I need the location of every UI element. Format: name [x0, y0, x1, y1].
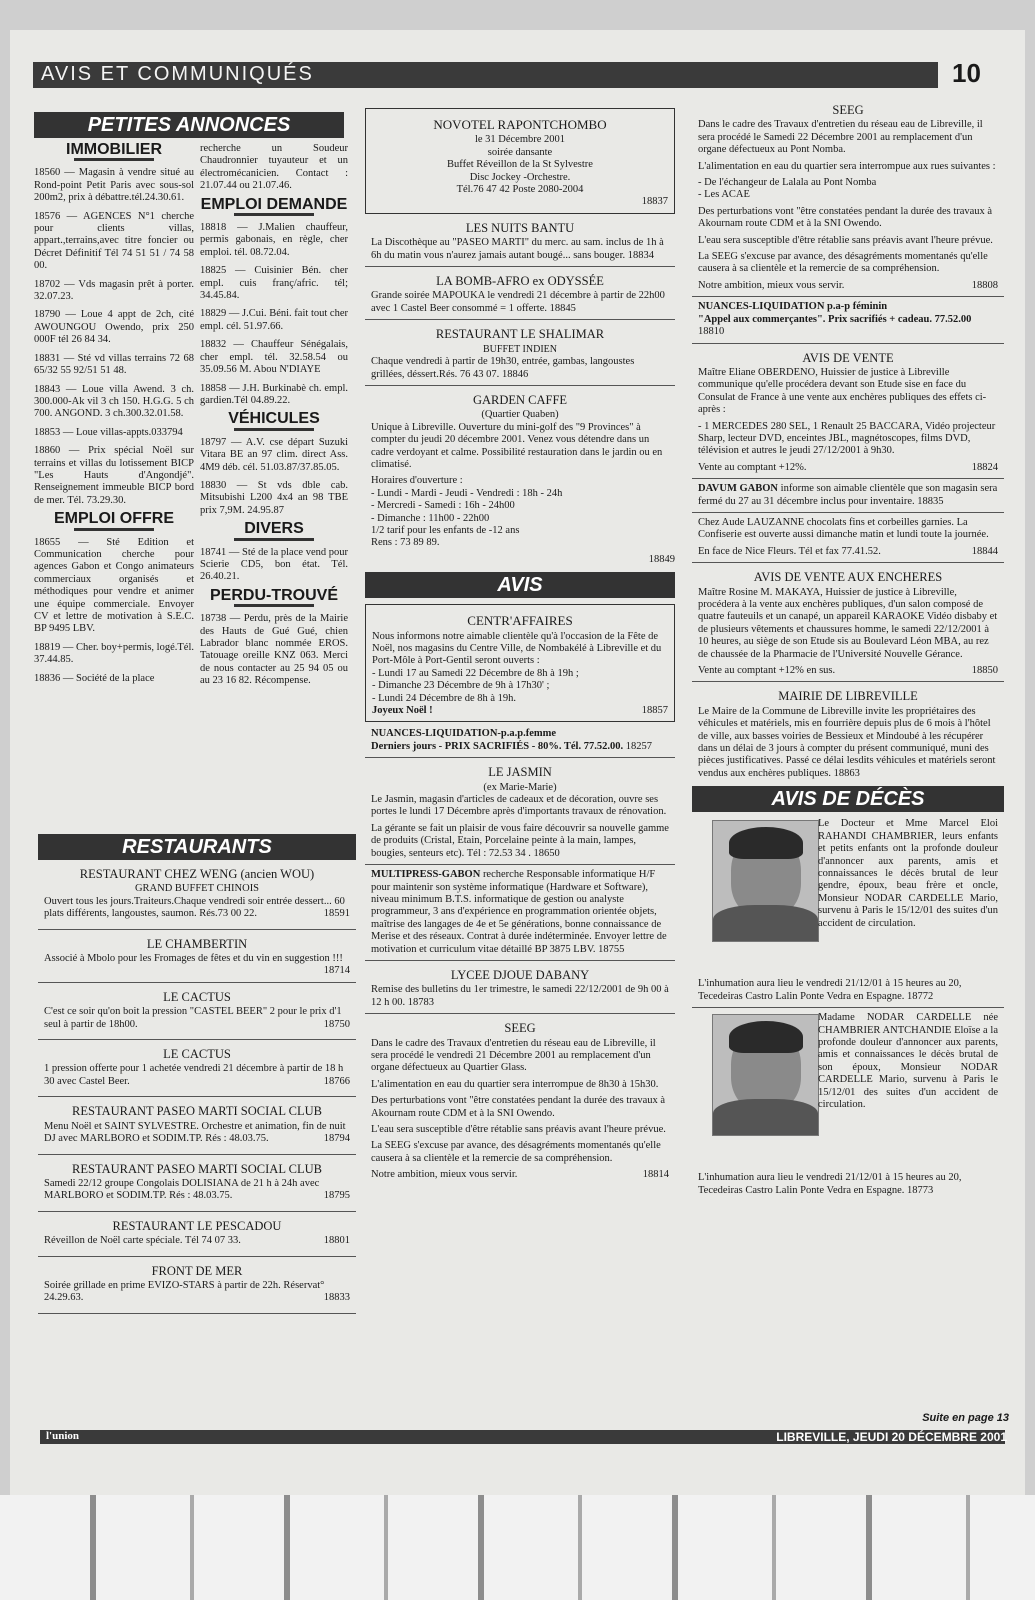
ad-text: recherche Responsable informatique H/F pour maintenir son système informatique (Hardware et Software), niveau minimum B.T.S. informatique de gestion ou analyste programmeur, 3 ans d'expérience en programmation orientée objets, maîtrise des langages de 4e et 5e générations, bonne connaissance de Merise et des réseaux. Contrat à durée indéterminée. Envoyer lettre de motivation et curriculum vitae détaillé BP 3875 LBV.: [371, 869, 667, 955]
ad-subtitle: GRAND BUFFET CHINOIS: [134, 883, 260, 895]
text-line: - Lundi 24 Décembre de 8h à 19h.: [372, 692, 517, 704]
rubrique-vehicules: VÉHICULES: [228, 410, 320, 428]
text-line: - De l'échangeur de Lalala au Pont Nomba: [698, 177, 877, 189]
scan-edge: [0, 1495, 1035, 1600]
ad-text: Des perturbations vont "être constatées pendant la durée des travaux à Akournam route CDM et à la SNI Owendo.: [698, 205, 993, 230]
ad-title: MULTIPRESS-GABON: [371, 869, 481, 881]
ad-ref: 18844: [971, 545, 998, 557]
classified-ad: 18853 — Loue villas-appts.033794: [34, 426, 183, 438]
rubrique-emploi-offre: EMPLOI OFFRE: [54, 510, 174, 528]
ad-text: Le Jasmin, magasin d'articles de cadeaux et de décoration, ouvre ses portes le lundi 17 Décembre après d'importants travaux de rénovation.: [371, 794, 667, 818]
text-line: 1/2 tarif pour les enfants de -12 ans: [371, 524, 520, 536]
ad-text: Unique à Libreville. Ouverture du mini-golf des "9 Provinces" à compter du jeudi 20 décembre 2001. Venez vous détendre dans un cadre verdoyant et calme. Possibilité restauration dans le jardin ou en climatisé.: [371, 421, 663, 470]
text-line: - Dimanche : 11h00 - 22h00: [371, 512, 490, 524]
ad-text: L'alimentation en eau du quartier sera interrompue de 8h30 à 15h30.: [371, 1078, 659, 1090]
ad-title: NOVOTEL RAPONTCHOMBO: [433, 117, 607, 132]
classified-ad: 18832 — Chauffeur Sénégalais, cher empl. tél. 32.58.54 ou 35.09.56 M. Abou N'DIAYE: [200, 339, 348, 376]
text-line: - Lundi - Mardi - Jeudi - Vendredi : 18h - 24h: [371, 487, 563, 499]
ad-text: C'est ce soir qu'on boit la pression "CASTEL BEER" 2 pour le prix d'1 seul à partir de 18h00.: [44, 1006, 342, 1030]
text-line: Disc Jockey -Orchestre.: [469, 171, 571, 183]
restaurant-ad: [38, 938, 356, 983]
classified-ad: 18702 — Vds magasin prêt à porter. 32.07.23.: [34, 278, 194, 303]
classified-ad: 18831 — Sté vd villas terrains 72 68 65/32 55 92/51 51 48.: [34, 352, 194, 377]
ad-ref: 18783: [407, 996, 434, 1008]
ad-text: - 1 MERCEDES 280 SEL, 1 Renault 25 BACCARA, Vidéo projecteur Sharp, lecteur DVD, enceintes JBL, magnétoscopes, films DVD, télévision et autres le jeudi 27/12/2001 à 9h30.: [698, 420, 996, 457]
rubrique-emploi-demande: EMPLOI DEMANDE: [200, 195, 348, 213]
ad-ref: 18714: [323, 965, 350, 977]
continued-note: Suite en page 13: [922, 1412, 1009, 1424]
ad-ref: 18863: [833, 767, 860, 779]
section-header: [33, 62, 938, 88]
ad-text: En face de Nice Fleurs. Tél et fax 77.41.52.: [698, 545, 881, 557]
restaurant-ad: [38, 1105, 356, 1154]
ad-text: La SEEG s'excuse par avance, des désagréments momentanés qu'elle causera à sa clientèle et la remercie de sa compréhension.: [698, 251, 988, 275]
emploi-offre-list: [34, 537, 194, 685]
restaurant-ad: [38, 991, 356, 1040]
portrait-photo: [712, 820, 819, 942]
ad-ref: 18849: [648, 553, 675, 565]
ad-title: DAVUM GABON: [698, 483, 779, 495]
ad-text: Le Maire de la Commune de Libreville invite les propriétaires des véhicules et matériels, mis en fourrière depuis plus de 6 mois à l'hôtel de ville, aux basses voiries de Bessieux et Mindoubé à les récupérer dans un délai de 3 jours à compter du présent communiqué, muni des pièces justificatives. Passé ce délai lesdits véhicules et matériels seront vendus aux enchères publiques.: [698, 705, 996, 779]
classified-ad: 18843 — Loue villa Awend. 3 ch. 300.000-Ak vil 3 ch 150. H.G.G. 5 ch 700. ANGOND. 3 ch.300.32.01.58.: [34, 383, 194, 420]
ad-text: Des perturbations vont "être constatées pendant la durée des travaux à Akournam route CDM et à la SNI Owendo.: [371, 1095, 666, 1119]
centraffaires-ad: [365, 604, 675, 722]
classified-ad: 18825 — Cuisinier Bén. cher empl. cuis franç/afric. tél; 34.45.84.: [200, 265, 348, 302]
ad-ref: 18755: [598, 943, 625, 955]
ad-ref: 18794: [323, 1133, 350, 1145]
ad-text: Vente au comptant +12% en sus.: [698, 665, 836, 677]
ad-subtitle: BUFFET INDIEN: [483, 343, 557, 355]
petites-annonces-banner: PETITES ANNONCES: [34, 112, 344, 138]
ad-ref: 18814: [642, 1169, 669, 1181]
ad-text: La SEEG s'excuse par avance, des désagréments momentanés qu'elle causera à sa clientèle et la remercie de sa compréhension.: [371, 1140, 661, 1164]
classified-ad: 18860 — Prix spécial Noël sur terrains et villas du lotissement BICP "Les Hauts d'Angondjé". Renseignement immeuble BICP bord de mer. Tél. 73.29.30.: [34, 445, 194, 506]
ad-text: L'inhumation aura lieu le vendredi 21/12/01 à 15 heures au 20, Tecedeiras Castro Lalin Ponte Vedra en Espagne.: [698, 978, 962, 1002]
classified-ad: 18818 — J.Malien chauffeur, permis gabonais, en règle, cher emploi. tél. 08.72.04.: [200, 222, 348, 258]
ad-title: LES NUITS BANTU: [465, 220, 575, 235]
classified-ad: 18738 — Perdu, près de la Mairie des Hauts de Gué Gué, chien Labrador blanc nommée EROS. Tatouage oreille KNZ 063. Merci de nous contacter au 25 94 05 ou au 23 16 82. Récompense.: [200, 613, 348, 687]
ad-ref: 18846: [501, 368, 529, 380]
restaurant-ad: [38, 868, 356, 930]
ad-text: Le Docteur et Mme Marcel Eloi RAHANDI CHAMBRIER, leurs enfants et petits enfants ont la profonde douleur d'annoncer aux parents, amis et connaissances le décès brutal de leur gendre, époux, beau frère et oncle, Monsieur NODAR CARDELLE Mario, survenu à Paris le 15/12/01 des suites d'un accident de circulation.: [818, 818, 998, 929]
avis-deces-banner: AVIS DE DÉCÈS: [692, 786, 1004, 812]
ad-text: Nous informons notre aimable clientèle qu'à l'occasion de la Fête de Noël, nos magasins du Centre Ville, de Nombakélé à Libreville et du Port-Môle à Port-Gentil seront ouverts :: [372, 630, 662, 667]
ad-text: "Appel aux commerçantes". Prix sacrifiés + cadeau. 77.52.00: [698, 313, 972, 325]
perdu-trouve-list: [200, 613, 348, 687]
classified-ad: 18560 — Magasin à vendre situé au Rond-point Petit Paris avec sous-sol 200m2, prix à débattre.tél.24.30.61.: [34, 167, 194, 204]
classified-ad: 18741 — Sté de la place vend pour Scierie CD5, bon état. Tél. 26.40.21.: [200, 546, 348, 583]
restaurants-banner: RESTAURANTS: [38, 834, 356, 860]
text-line: le 31 Décembre 2001: [474, 134, 566, 146]
restaurant-ad: [38, 1265, 356, 1314]
ad-title: RESTAURANT PASEO MARTI SOCIAL CLUB: [72, 1104, 322, 1119]
ad-text: Madame NODAR CARDELLE née CHAMBRIER ANTCHANDIE Eloïse a la profonde douleur d'annoncer aux parents, amis et connaissances le décès brutal de son époux, Monsieur NODAR CARDELLE Mario, survenu à Paris le 15/12/01 des suites d'un accident de circulation.: [818, 1012, 998, 1110]
ad-ref: 18845: [549, 302, 576, 314]
ad-text: Maître Rosine M. MAKAYA, Huissier de justice à Libreville, procédera à la vente aux enchères publiques, d'un salon composé de quatre fauteuils et un canapé, un appareil KARAOKE Vidéo disbaby et de plusieurs vêtements et chaussures homme, le samedi 22/12/2001 à 10 heures, au siège de son Etude sis au Boulevard Léon MBA, au rez de chaussée de la Pharmacie de l'Université Nouvelle Gérance.: [698, 586, 998, 660]
classified-ad: 18858 — J.H. Burkinabè ch. empl. gardien.Tél 04.89.22.: [200, 382, 348, 406]
ad-text: Remise des bulletins du 1er trimestre, le samedi 22/12/2001 de 9h 00 à 12 h 00.: [371, 984, 669, 1008]
garden-hours: [365, 475, 675, 549]
ad-text: Dans le cadre des Travaux d'entretien du réseau eau de Libreville, il sera procédé le Samedi 22 Décembre 2001 au remplacement d'un organe défectueux au Pont Nomba.: [698, 119, 983, 156]
ad-title: LE CACTUS: [163, 1047, 231, 1062]
ad-text: La Discothèque au "PASEO MARTI" du merc. au sam. inclus de 1h à 6h du matin vous n'aurez jamais autant bougé... sans bouger.: [371, 237, 664, 261]
ad-ref: 18801: [323, 1235, 350, 1247]
rubrique-perdu-trouve: PERDU-TROUVÉ: [209, 586, 338, 604]
ad-ref: 18834: [627, 249, 655, 261]
ad-text: L'eau sera susceptible d'être rétablie sans préavis avant l'heure prévue.: [698, 234, 993, 246]
paper-name: l'union: [46, 1430, 80, 1442]
ad-ref: 18650: [533, 847, 560, 859]
ad-ref: 18833: [323, 1292, 350, 1304]
ad-text: Notre ambition, mieux vous servir.: [371, 1169, 518, 1181]
text-line: - Dimanche 23 Décembre de 9h à 17h30' ;: [372, 680, 550, 692]
classified-ad: 18797 — A.V. cse départ Suzuki Vitara BE an 97 clim. direct Ass. 4M9 déb. cél. 51.03.87/37.85.05.: [200, 436, 348, 473]
text-line: - Mercredi - Samedi : 16h - 24h00: [371, 500, 515, 512]
portrait-photo: [712, 1014, 819, 1136]
restaurants-section: [38, 834, 356, 1318]
ad-title: LYCEE DJOUE DABANY: [450, 967, 590, 982]
ad-ref: 18766: [323, 1075, 350, 1087]
deces-notice-2: [692, 1012, 1004, 1172]
ad-ref: 18795: [323, 1190, 350, 1202]
ad-title: SEEG: [832, 103, 864, 117]
ad-title: AVIS DE VENTE AUX ENCHERES: [753, 570, 943, 585]
text-line: - Les ACAE: [698, 189, 750, 201]
ad-text: Vente au comptant +12%.: [698, 461, 807, 473]
emploi-demande-list: [200, 222, 348, 407]
ad-title: LE CHAMBERTIN: [146, 936, 248, 951]
ad-subtitle: (Quartier Quaben): [481, 409, 559, 421]
ad-title: LA BOMB-AFRO ex ODYSSÉE: [436, 274, 604, 289]
ad-text: Ouvert tous les jours.Traiteurs.Chaque vendredi soir entrée dessert... 60 plats différents, langoustes, saumon. Rés.73 00 22.: [44, 895, 345, 920]
text-line: soirée dansante: [487, 146, 553, 158]
ad-text: L'inhumation aura lieu le vendredi 21/12/01 à 15 heures au 20, Tecedeiras Castro Lalin Ponte Vedra en Espagne.: [698, 1172, 962, 1196]
restaurant-ad: [38, 1220, 356, 1257]
rubrique-divers: DIVERS: [244, 520, 304, 538]
novotel-ad: [365, 108, 675, 214]
immobilier-list: [34, 167, 194, 507]
ad-ref: 18773: [907, 1184, 934, 1196]
ad-text: L'eau sera susceptible d'être rétablie sans préavis avant l'heure prévue.: [371, 1124, 666, 1135]
ad-title: LE CACTUS: [163, 989, 231, 1004]
ad-text: Soirée grillade en prime EVIZO-STARS à partir de 22h. Réservat° 24.29.63.: [44, 1279, 325, 1304]
text-line: Horaires d'ouverture :: [371, 475, 463, 487]
ad-title: RESTAURANT PASEO MARTI SOCIAL CLUB: [72, 1161, 322, 1176]
column-petites-annonces-2: [200, 143, 348, 694]
ad-title: NUANCES-LIQUIDATION-p.a.p.femme: [371, 728, 557, 740]
classified-ad: recherche un Soudeur Chaudronnier tuyauteur et un électromécanicien. Contact : 21.07.44 ou 21.07.46.: [200, 143, 348, 192]
ad-ref: 18810: [698, 326, 725, 338]
ad-text: Réveillon de Noël carte spéciale. Tél 74 07 33.: [44, 1235, 241, 1247]
ad-ref: 18837: [641, 196, 668, 208]
ad-title: RESTAURANT LE SHALIMAR: [435, 327, 605, 342]
restaurant-ad: [38, 1048, 356, 1097]
ad-text: Samedi 22/12 groupe Congolais DOLISIANA de 21 h à 24h avec MARLBORO et SODIM.TP. Rés : 48.03.75.: [44, 1177, 320, 1202]
ad-subtitle: (ex Marie-Marie): [483, 781, 557, 793]
ad-text: Joyeux Noël !: [372, 705, 433, 717]
ad-text: L'alimentation en eau du quartier sera interrompue aux rues suivantes :: [698, 160, 996, 172]
classified-ad: 18655 — Sté Edition et Communication cherche pour agences Gabon et Congo animateurs commerciaux organisés et méthodiques pour vendre et animer une équipe commerciale. Envoyer CV et lettre de motivation à S.E.C. BP 9495 LBV.: [34, 536, 194, 635]
text-line: - Lundi 17 au Samedi 22 Décembre de 8h à 19h ;: [372, 667, 579, 679]
text-line: Buffet Réveillon de la St Sylvestre: [447, 159, 593, 171]
classified-ad: 18819 — Cher. boy+permis, logé.Tél. 37.44.85.: [34, 641, 194, 666]
ad-text: La gérante se fait un plaisir de vous faire découvrir sa nouvelle gamme de produits (Cristal, Etain, Porcelaine peinte à la main, lampes, bougies, senteurs etc). Tél : 72.53 34 .: [371, 822, 669, 859]
ad-text: informe son aimable clientèle que son magasin sera fermé du 27 au 31 décembre inclus pour inventaire.: [698, 483, 998, 507]
text-line: Rens : 73 89 89.: [371, 537, 440, 549]
restaurant-ad: [38, 1163, 356, 1212]
classified-ad: 18829 — J.Cui. Béni. fait tout cher empl. cél. 51.97.66.: [200, 308, 348, 332]
column-4: [692, 104, 1004, 1201]
ad-ref: 18808: [971, 279, 998, 291]
seeg-streets: [692, 177, 1004, 202]
ad-title: LE JASMIN: [488, 765, 552, 780]
dateline: LIBREVILLE, JEUDI 20 DÉCEMBRE 2001: [776, 1430, 1007, 1444]
ad-ref: 18824: [971, 461, 998, 473]
column-3: [365, 108, 675, 1186]
deces-notice-1: [692, 818, 1004, 978]
ad-title: FRONT DE MER: [151, 1263, 243, 1278]
ad-text: 1 pression offerte pour 1 achetée vendredi 21 décembre à partir de 18 h 30 avec Castel Beer.: [44, 1063, 344, 1087]
text-line: Tél.76 47 42 Poste 2080-2004: [456, 184, 584, 196]
ad-title: CENTR'AFFAIRES: [467, 613, 573, 629]
ad-title: RESTAURANT CHEZ WENG (ancien WOU): [79, 867, 315, 881]
ad-ref: 18850: [971, 665, 998, 677]
ad-ref: 18857: [641, 705, 668, 717]
ad-title: SEEG: [504, 1021, 536, 1036]
ad-text: Chaque vendredi à partir de 19h30, entrée, gambas, langoustes grillées, déssert.Rés. 76 43 07.: [371, 356, 635, 380]
ad-title: NUANCES-LIQUIDATION p.a-p féminin: [698, 301, 888, 313]
ad-text: Dans le cadre des Travaux d'entretien du réseau eau de Libreville, il sera procédé le vendredi 21 Décembre 2001 au remplacement d'un organe défectueux au Quartier Glass.: [371, 1037, 656, 1074]
vehicules-list: [200, 437, 348, 517]
ad-text: Derniers jours - PRIX SACRIFIÉS - 80%. Tél. 77.52.00.: [371, 740, 624, 752]
ad-text: Chez Aude LAUZANNE chocolats fins et corbeilles garnies. La Confiserie est ouverte aussi dimanche matin et lundi toute la journée.: [698, 516, 989, 541]
ad-text: Maître Eliane OBERDENO, Huissier de justice à Libreville communique qu'elle procédera devant son Etude sise en face du Consulat de France à une vente aux enchères publiques des effets ci-après :: [698, 366, 987, 416]
ad-text: Associé à Mbolo pour les Fromages de fêtes et du vin en suggestion !!!: [44, 953, 343, 965]
avis-banner: AVIS: [365, 572, 675, 598]
divers-list: [200, 547, 348, 584]
classified-ad: 18836 — Société de la place: [34, 672, 155, 684]
classified-ad: 18576 — AGENCES N°1 cherche pour clients villas, appart.,terrains,avec titre foncier ou Décret Définitif Tél 74 51 51 / 74 58 00.: [34, 210, 194, 272]
ad-ref: 18591: [323, 908, 350, 920]
restaurants-list: [38, 868, 356, 1314]
classified-ad: 18790 — Loue 4 appt de 2ch, cité AWOUNGOU Owendo, prix 250 000F tél 26 84 34.: [34, 309, 194, 346]
page-number: 10: [952, 58, 981, 88]
ad-text: Menu Noël et SAINT SYLVESTRE. Orchestre et animation, fin de nuit DJ avec MARLBORO et SODIM.TP. Rés : 48.03.75.: [44, 1120, 346, 1145]
ad-ref: 18257: [625, 740, 652, 752]
section-title: AVIS ET COMMUNIQUÉS: [41, 63, 314, 85]
rubrique-immobilier: IMMOBILIER: [66, 141, 162, 158]
ad-ref: 18835: [917, 495, 944, 507]
ad-title: RESTAURANT LE PESCADOU: [112, 1218, 282, 1233]
ad-title: GARDEN CAFFE: [472, 392, 568, 407]
ad-title: MAIRIE DE LIBREVILLE: [778, 689, 918, 704]
ad-title: AVIS DE VENTE: [802, 350, 894, 365]
ad-ref: 18750: [323, 1018, 350, 1030]
classified-ad: 18830 — St vds dble cab. Mitsubishi L200 4x4 an 98 TBE prix 7,9M. 24.95.87: [200, 479, 348, 516]
ad-ref: 18772: [907, 990, 934, 1002]
ad-text: Notre ambition, mieux vous servir.: [698, 279, 845, 291]
ad-text: Grande soirée MAPOUKA le vendredi 21 décembre à partir de 22h00 avec 1 Castel Beer consommé = 1 offerte.: [371, 290, 665, 314]
